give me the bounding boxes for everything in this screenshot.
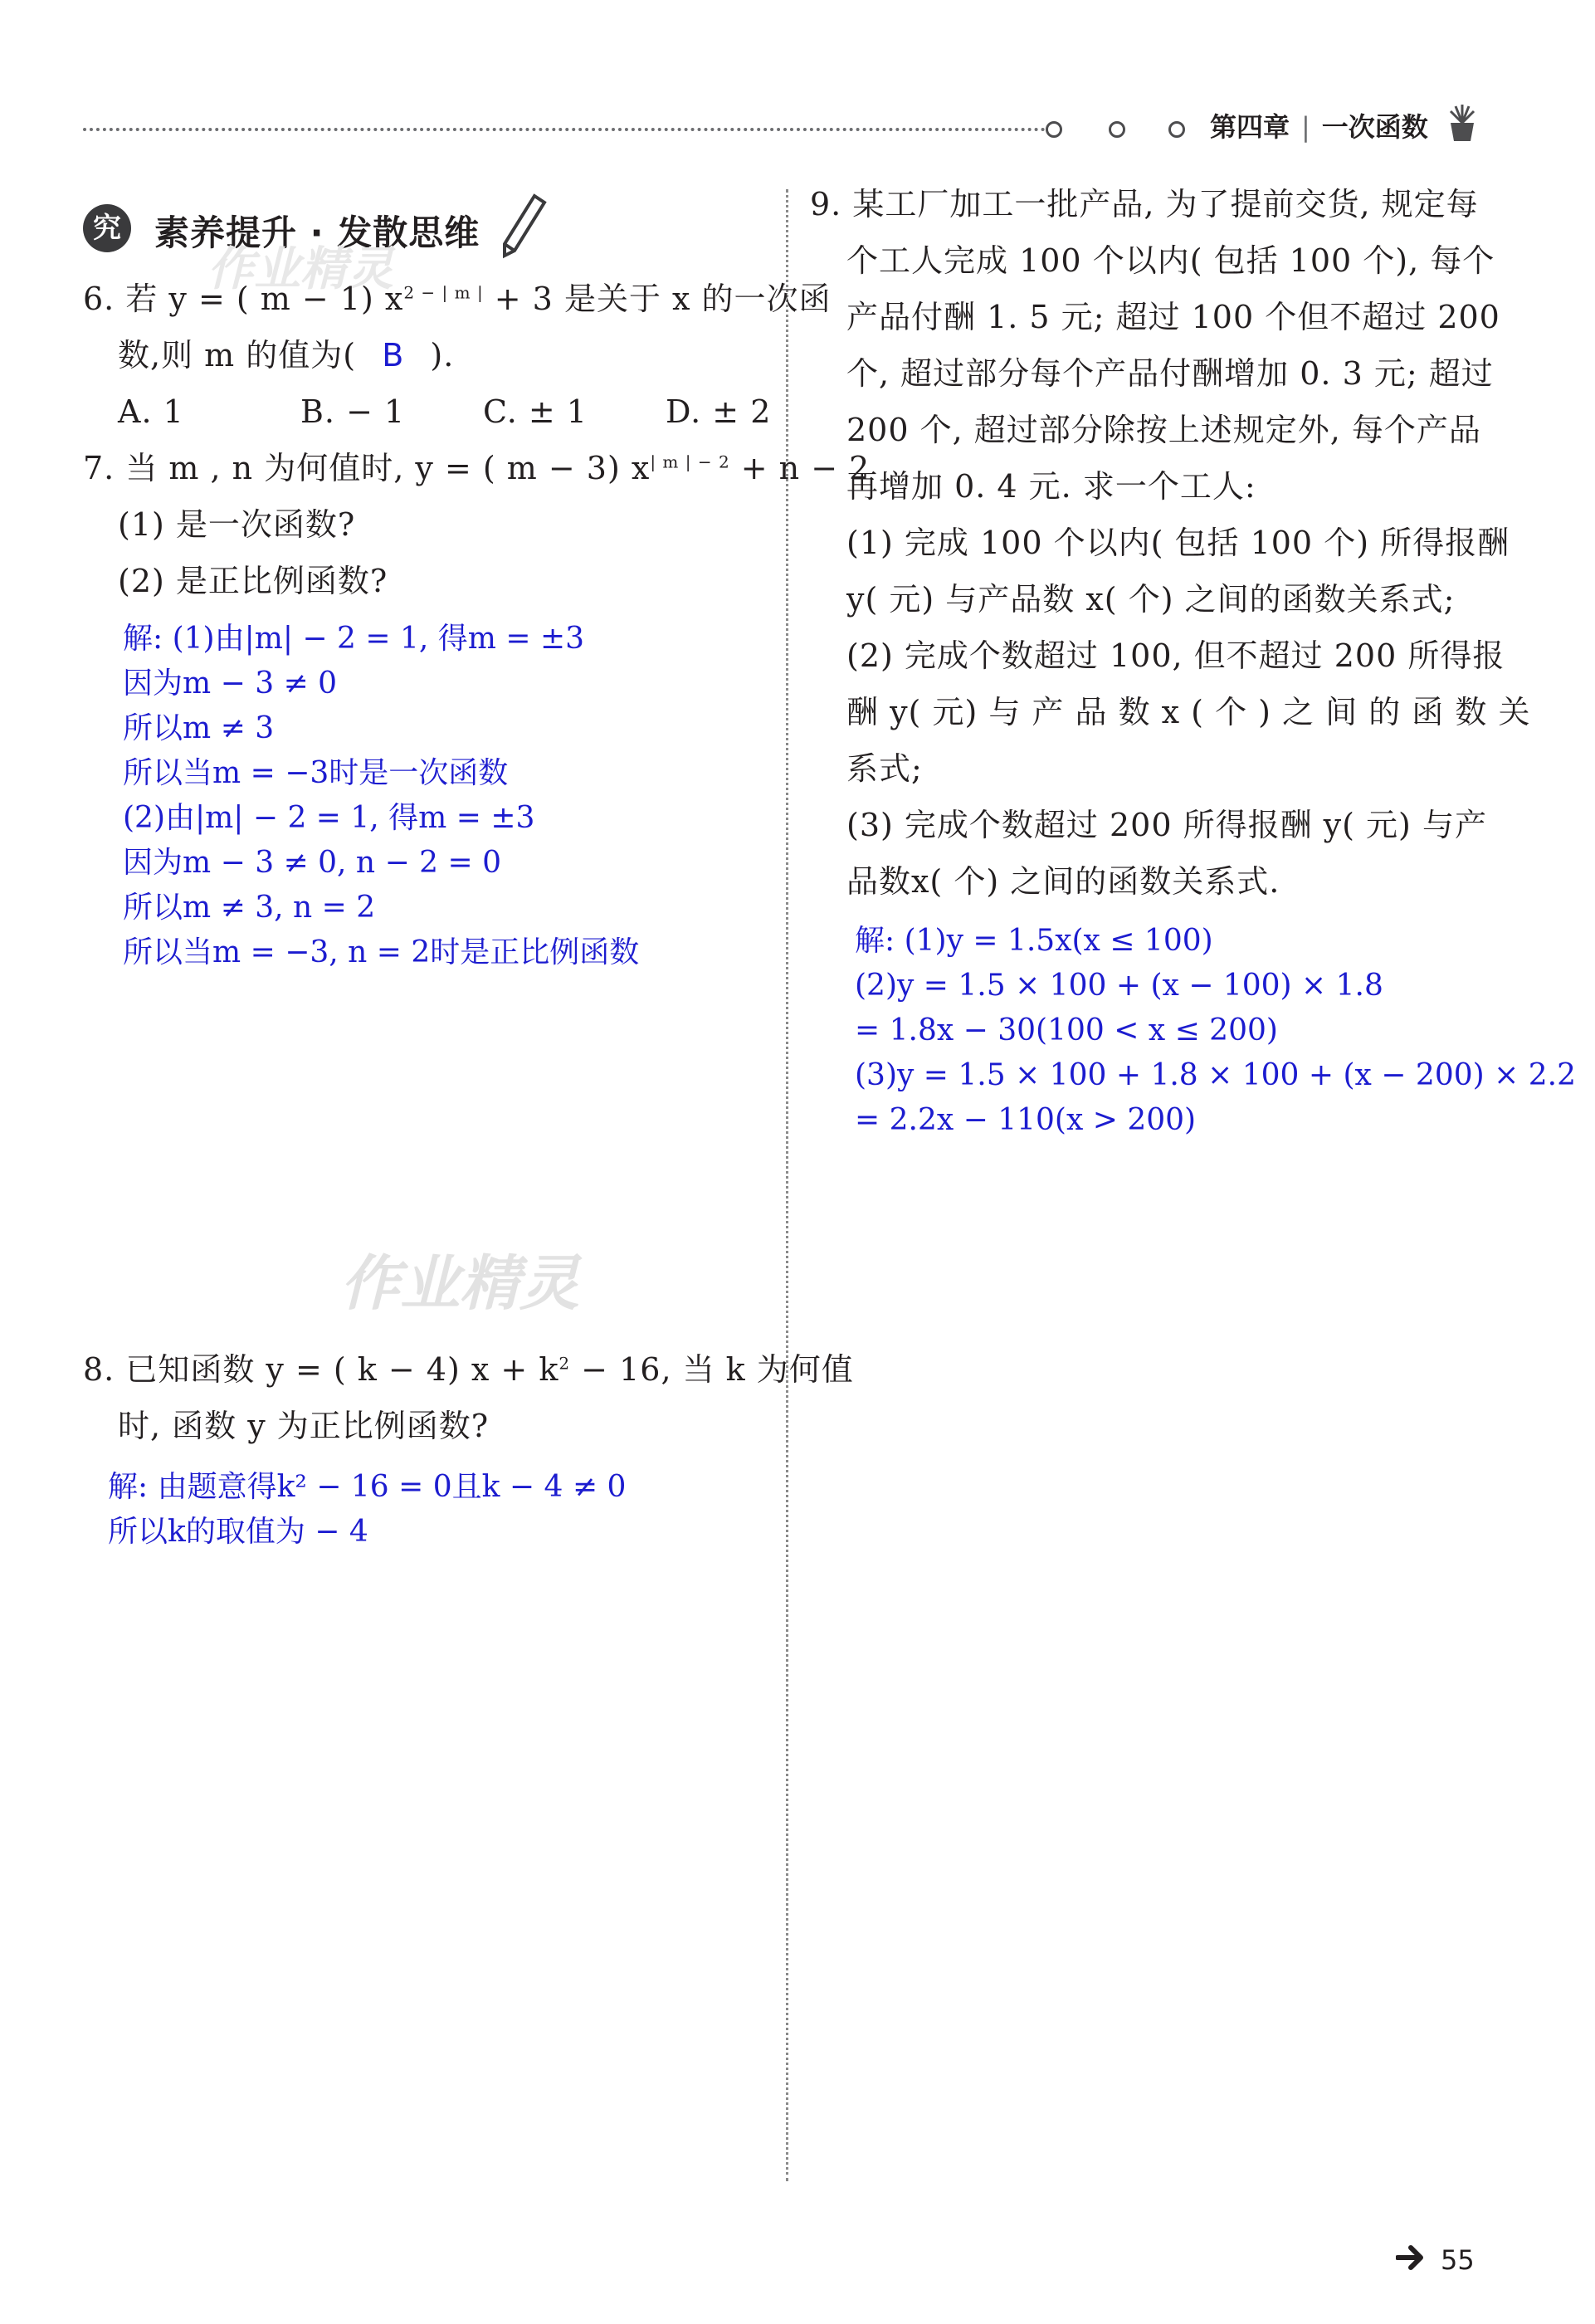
q7-solution-line: 因为m − 3 ≠ 0, n − 2 = 0 [123, 846, 502, 880]
chapter-label: 第四章 [1210, 111, 1290, 143]
chapter-topic: 一次函数 [1321, 111, 1428, 143]
watermark: 作业精灵 [340, 1248, 580, 1318]
q9-line: 个, 超过部分每个产品付酬增加 0. 3 元; 超过 [846, 355, 1494, 392]
q7-sub-2: (2) 是正比例函数? [118, 563, 388, 599]
header-circle-icon [1046, 121, 1062, 138]
q6-line-2: 数,则 m 的值为( B ). [118, 337, 455, 374]
q9-line: (3) 完成个数超过 200 所得报酬 y( 元) 与产 [846, 807, 1487, 843]
pencil-icon [498, 193, 548, 259]
q9-solution-line: (3)y = 1.5 × 100 + 1.8 × 100 + (x − 200) × 2.2 [855, 1058, 1576, 1092]
q7-solution-line: 所以m ≠ 3 [123, 711, 275, 745]
q6-exponent: 2 − | m | [403, 282, 484, 303]
arrow-right-icon [1396, 2243, 1429, 2273]
section-badge: 究 [83, 204, 131, 252]
q9-line: 系式; [846, 750, 923, 787]
header-dotted-rule [83, 128, 1046, 131]
q6-options [118, 393, 848, 432]
q7-line-1: 7. 当 m , n 为何值时, y = ( m − 3) $x^{| m | - 2} + n - 2$ [83, 450, 871, 486]
section-title: 素养提升 · 发散思维 [154, 212, 480, 253]
q6-option-d: D. ± 2 [666, 393, 772, 430]
q8-solution-line: 所以k的取值为 − 4 [108, 1515, 368, 1549]
q8-line-2: 时, 函数 y 为正比例函数? [118, 1408, 490, 1444]
q9-solution-line: 解: (1)y = 1.5x(x ≤ 100) [855, 924, 1213, 958]
q9-solution-line: = 1.8x − 30(100 < x ≤ 200) [855, 1013, 1278, 1047]
page-header [83, 106, 1494, 156]
q7-solution-line: 所以m ≠ 3, n = 2 [123, 891, 376, 925]
q6-line-1: 6. 若 y = ( m − 1) $x^{2 - | m |} + 3$ 是关于 x 的一次函 [83, 281, 832, 317]
q9-solution-line: = 2.2x − 110(x > 200) [855, 1103, 1197, 1137]
q7-solution-line: (2)由|m| − 2 = 1, 得m = ±3 [123, 801, 535, 835]
q9-line: 再增加 0. 4 元. 求一个工人: [846, 468, 1256, 505]
page-number: 55 [1441, 2244, 1475, 2276]
q9-line: y( 元) 与产品数 x( 个) 之间的函数关系式; [846, 581, 1456, 618]
header-separator: | [1301, 111, 1310, 143]
column-divider [786, 189, 788, 2181]
watermark: 作业精灵 [207, 242, 393, 296]
q9-line: (2) 完成个数超过 100, 但不超过 200 所得报 [846, 637, 1505, 674]
q6-option-a: A. 1 [118, 393, 184, 430]
q9-line: 品数x( 个) 之间的函数关系式. [846, 863, 1280, 900]
q6-option-b: B. − 1 [300, 393, 406, 430]
q7-solution-line: 因为m − 3 ≠ 0 [123, 666, 338, 701]
q7-solution-line: 解: (1)由|m| − 2 = 1, 得m = ±3 [123, 622, 585, 656]
q7-solution-line: 所以当m = −3时是一次函数 [123, 756, 509, 790]
q9-line: 200 个, 超过部分除按上述规定外, 每个产品 [846, 412, 1481, 448]
q9-line: 9. 某工厂加工一批产品, 为了提前交货, 规定每 [810, 186, 1479, 222]
header-title [1210, 106, 1428, 144]
q8-line-1: 8. 已知函数 y = ( k − 4) $x + k^2 - 16$, 当 k 为何值 [83, 1351, 854, 1388]
q8-superscript: 2 [558, 1353, 571, 1374]
q9-solution-line: (2)y = 1.5 × 100 + (x − 100) × 1.8 [855, 969, 1383, 1003]
q6-answer: B [382, 337, 405, 374]
q7-solution-line: 所以当m = −3, n = 2时是正比例函数 [123, 935, 640, 969]
header-circle-icon [1168, 121, 1185, 138]
plant-pot-icon [1444, 103, 1480, 143]
q8-solution-line: 解: 由题意得k² − 16 = 0且k − 4 ≠ 0 [108, 1470, 627, 1504]
q7-exponent: | m | − 2 [650, 452, 730, 472]
q9-line: 产品付酬 1. 5 元; 超过 100 个但不超过 200 [846, 299, 1500, 335]
header-circle-icon [1109, 121, 1125, 138]
q7-sub-1: (1) 是一次函数? [118, 506, 356, 543]
q9-line: (1) 完成 100 个以内( 包括 100 个) 所得报酬 [846, 525, 1510, 561]
q9-line: 酬 y( 元) 与 产 品 数 x ( 个 ) 之 间 的 函 数 关 [846, 694, 1531, 730]
q6-option-c: C. ± 1 [483, 393, 588, 430]
q9-line: 个工人完成 100 个以内( 包括 100 个), 每个 [846, 242, 1495, 279]
